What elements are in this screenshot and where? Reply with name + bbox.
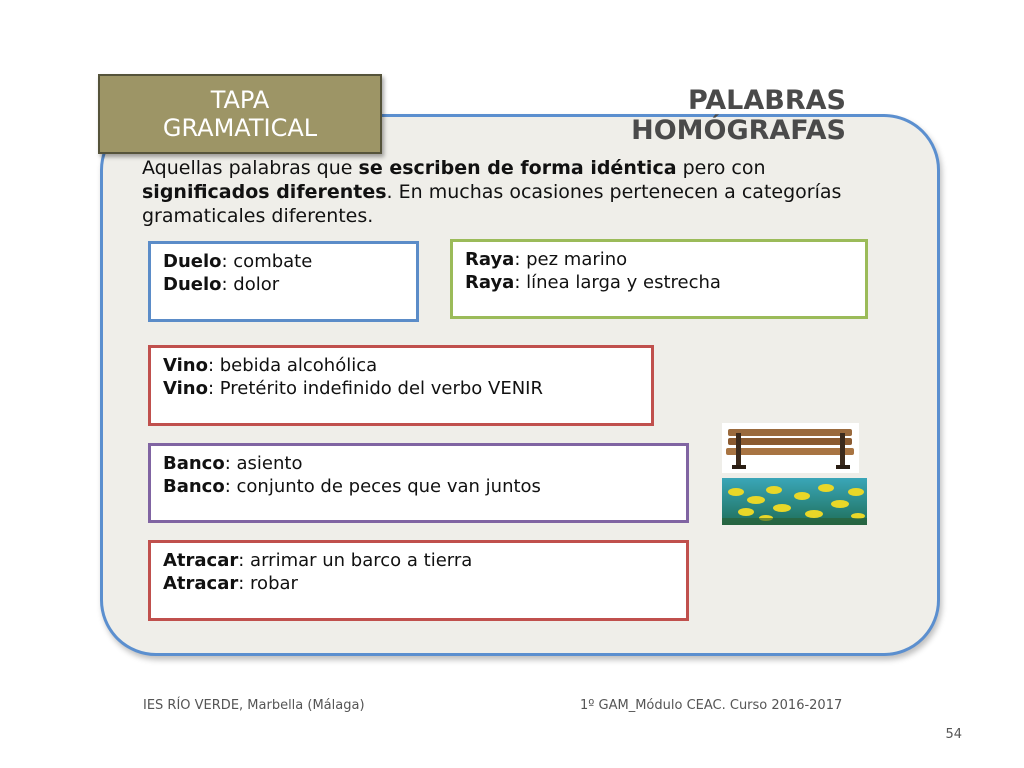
- tag-line-2: GRAMATICAL: [162, 114, 318, 142]
- example-word: Atracar: [163, 573, 239, 594]
- example-word: Banco: [163, 476, 225, 497]
- example-word: Raya: [465, 272, 515, 293]
- example-definition: : dolor: [221, 274, 280, 295]
- tag-line-1: TAPA: [210, 86, 270, 114]
- example-definition: : asiento: [224, 453, 303, 474]
- example-line: [465, 248, 853, 271]
- example-line: [163, 549, 674, 572]
- example-line: [465, 271, 853, 294]
- example-definition: : conjunto de peces que van juntos: [224, 476, 541, 497]
- definition-text: [142, 156, 842, 228]
- title-line-2: HOMÓGRAFAS: [631, 115, 846, 146]
- example-definition: : bebida alcohólica: [207, 355, 378, 376]
- section-tag: [98, 74, 382, 154]
- example-line: [163, 250, 404, 273]
- intro-part-1: Aquellas palabras que: [142, 157, 359, 179]
- example-box-banco: [148, 443, 689, 523]
- page-number: 54: [945, 727, 962, 742]
- example-definition: : robar: [238, 573, 298, 594]
- example-word: Raya: [465, 249, 515, 270]
- example-definition: : arrimar un barco a tierra: [238, 550, 473, 571]
- example-word: Vino: [163, 355, 208, 376]
- example-line: [163, 273, 404, 296]
- intro-part-2: pero con: [676, 157, 766, 179]
- slide-title: [631, 86, 846, 146]
- example-box-raya: [450, 239, 868, 319]
- example-word: Banco: [163, 453, 225, 474]
- title-line-1: PALABRAS: [687, 85, 846, 116]
- example-definition: : Pretérito indefinido del verbo VENIR: [207, 378, 543, 399]
- example-definition: : pez marino: [514, 249, 628, 270]
- intro-part-3: . En muchas ocasiones pertenecen a categorías gramaticales diferentes.: [142, 181, 842, 227]
- intro-bold-2: significados diferentes: [142, 181, 387, 203]
- example-box-duelo: [148, 241, 419, 322]
- intro-bold-1: se escriben de forma idéntica: [358, 157, 677, 179]
- example-line: [163, 475, 674, 498]
- example-line: [163, 377, 639, 400]
- footer-course: 1º GAM_Módulo CEAC. Curso 2016-2017: [580, 698, 843, 713]
- example-word: Duelo: [163, 274, 222, 295]
- example-definition: : línea larga y estrecha: [514, 272, 721, 293]
- example-definition: : combate: [221, 251, 313, 272]
- example-box-vino: [148, 345, 654, 426]
- bench-image: [722, 423, 859, 473]
- bench-icon: [722, 423, 859, 473]
- example-line: [163, 572, 674, 595]
- fish-school-image: [722, 478, 867, 525]
- example-word: Atracar: [163, 550, 239, 571]
- example-word: Vino: [163, 378, 208, 399]
- example-box-atracar: [148, 540, 689, 621]
- example-line: [163, 354, 639, 377]
- example-word: Duelo: [163, 251, 222, 272]
- example-line: [163, 452, 674, 475]
- footer-school: IES RÍO VERDE, Marbella (Málaga): [143, 698, 365, 713]
- fish-icon: [722, 478, 867, 525]
